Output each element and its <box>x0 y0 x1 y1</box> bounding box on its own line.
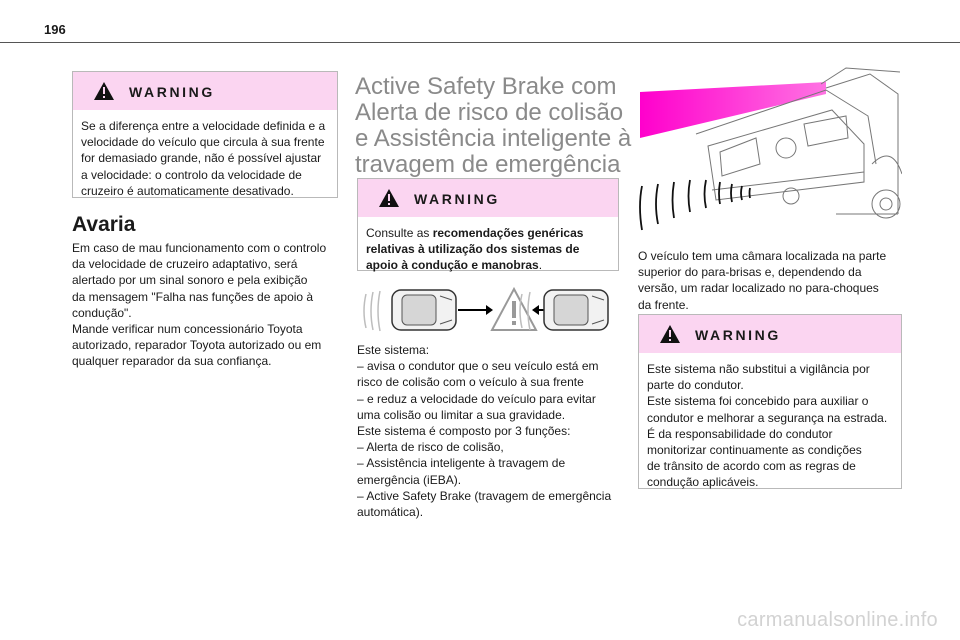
warning-triangle-icon <box>93 81 115 101</box>
text-line: Este sistema: <box>357 343 430 357</box>
text-line: emergência (iEBA). <box>357 472 462 487</box>
car-icon <box>544 290 608 330</box>
text-line: uma colisão ou limitar a sua gravidade. <box>357 407 566 422</box>
text-line: – e reduz a velocidade do veículo para evitar <box>357 391 596 406</box>
warning-line: Se a diferença entre a velocidade definida e a <box>81 119 326 133</box>
warning-text-bold: recomendações genéricas <box>432 226 584 240</box>
avaria-text <box>72 240 340 370</box>
system-description <box>357 342 623 520</box>
warning-triangle-icon <box>659 324 681 344</box>
warning-triangle-icon <box>378 188 400 208</box>
text-line: automática). <box>357 505 424 520</box>
camera-beam <box>640 82 826 138</box>
text-line: alertado por um sinal sonoro e pela exibição <box>72 273 308 288</box>
warning-line: condução aplicáveis. <box>647 475 759 490</box>
page-number: 196 <box>44 22 66 37</box>
text-line: qualquer reparador da sua confiança. <box>72 354 272 369</box>
text-line: da frente. <box>638 297 689 312</box>
warning-text <box>73 110 337 207</box>
watermark[interactable]: carmanualsonline.info <box>737 609 938 631</box>
text-line: – Alerta de risco de colisão, <box>357 440 504 455</box>
warning-text <box>639 353 901 499</box>
warning-line: monitorizar continuamente as condições <box>647 443 862 458</box>
text-line: – Assistência inteligente à travagem de <box>357 456 566 471</box>
page-title <box>355 73 632 178</box>
collision-illustration <box>362 284 612 338</box>
van-camera-radar-illustration <box>636 64 902 240</box>
warning-line: cruzeiro é automaticamente desativado. <box>81 183 294 198</box>
warning-text-bold: apoio à condução e manobras <box>366 258 539 273</box>
warning-line: velocidade do veículo que circula à sua frente <box>81 135 325 150</box>
text-line: da mensagem "Falha nas funções de apoio à <box>72 289 314 304</box>
title-line: Alerta de risco de colisão <box>355 99 624 126</box>
text-line: autorizado, reparador Toyota autorizado ou em <box>72 338 322 353</box>
warning-line: É da responsabilidade do condutor <box>647 426 833 441</box>
warning-text-plain: Consulte as <box>366 226 433 240</box>
text-line: – Active Safety Brake (travagem de emergência <box>357 488 612 503</box>
warning-line: Este sistema foi concebido para auxiliar o <box>647 394 869 409</box>
text-line: condução". <box>72 305 132 320</box>
text-line: risco de colisão com o veículo à sua frente <box>357 375 584 390</box>
warning-title: WARNING <box>129 84 215 100</box>
text-line: superior do para-brisas e, dependendo da <box>638 265 862 280</box>
warning-line: for demasiado grande, não é possível ajustar <box>81 151 322 166</box>
warning-line: parte do condutor. <box>647 378 744 393</box>
text-line: Mande verificar num concessionário Toyota <box>72 322 303 337</box>
warning-title: WARNING <box>695 327 781 343</box>
title-line: e Assistência inteligente à <box>355 125 632 152</box>
warning-box-cruise-control <box>72 71 338 198</box>
text-line: versão, um radar localizado no para-choques <box>638 281 879 296</box>
section-title-avaria: Avaria <box>72 213 136 236</box>
warning-text <box>358 217 618 282</box>
text-line: Em caso de mau funcionamento com o controlo <box>72 241 327 255</box>
warning-line: de trânsito de acordo com as regras de <box>647 459 856 474</box>
text-line: Este sistema é composto por 3 funções: <box>357 424 571 439</box>
camera-radar-text <box>638 248 902 313</box>
text-line: – avisa o condutor que o seu veículo está em <box>357 359 599 374</box>
warning-text-plain: . <box>538 258 543 273</box>
warning-line: Este sistema não substitui a vigilância por <box>647 362 870 376</box>
title-line: travagem de emergência <box>355 151 621 178</box>
warning-line: a velocidade: o controlo da velocidade de <box>81 167 302 182</box>
warning-title: WARNING <box>414 191 500 207</box>
warning-header <box>73 72 337 110</box>
warning-box-driver-vigilance <box>638 314 902 489</box>
car-icon <box>392 290 456 330</box>
text-line: O veículo tem uma câmara localizada na parte <box>638 249 887 263</box>
warning-line: condutor e melhorar a segurança na estrada. <box>647 410 888 425</box>
title-line: Active Safety Brake com <box>355 73 617 100</box>
warning-text-bold: relativas à utilização dos sistemas de <box>366 242 580 257</box>
text-line: da velocidade de cruzeiro adaptativo, será <box>72 257 298 272</box>
warning-box-recommendations <box>357 178 619 271</box>
header-rule <box>0 42 960 43</box>
warning-header <box>358 179 618 217</box>
warning-header <box>639 315 901 353</box>
